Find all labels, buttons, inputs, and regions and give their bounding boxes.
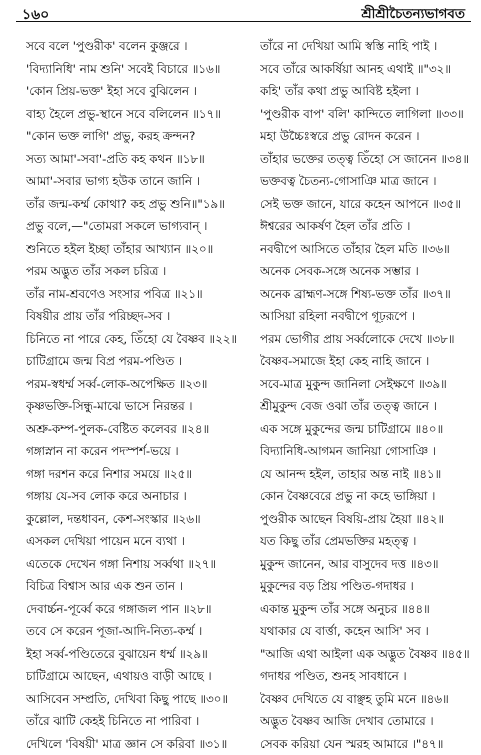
verse-line: একান্ত মুকুন্দ তাঁর সঙ্গে অনুচর ॥৪৪॥ (260, 598, 472, 621)
verse-line: দেখিলে 'বিষয়ী' মাত্র জ্ঞান সে করিবা ॥৩১॥ (26, 733, 242, 755)
verse-line: ইহা সর্ব্ব-পণ্ডিতেরে বুঝায়েন ধর্ম্ম ॥২৯॥ (26, 643, 242, 666)
verse-line: অনেক সেবক-সঙ্গে অনেক সম্ভার । (260, 260, 472, 283)
verse-line: দেবার্চ্চন-পূর্ব্বে করে গঙ্গাজল পান ॥২৮॥ (26, 598, 242, 621)
verse-line: তাঁরে ঝাটি কেহই চিনিতে না পারিবা । (26, 710, 242, 733)
verse-line: মহা উচ্চৈঃস্বরে প্রভু রোদন করেন । (260, 125, 472, 148)
verse-line: আসিয়া রহিলা নবদ্বীপে গূঢ়রূপে । (260, 305, 472, 328)
verse-line: গঙ্গাস্নান না করেন পদস্পর্শ-ভয়ে । (26, 440, 242, 463)
verse-line: এসকল দেখিয়া পায়েন মনে ব্যথা । (26, 530, 242, 553)
verse-line: চাটিগ্রামে জন্ম বিপ্র পরম-পণ্ডিত । (26, 350, 242, 373)
verse-line: চাটিগ্রামে আছেন, এথায়ও বাড়ী আছে । (26, 665, 242, 688)
verse-line: 'বিদ্যানিধি' নাম শুনি' সবেই বিচারে ॥১৬॥ (26, 58, 242, 81)
verse-line: অনেক ব্রাহ্মণ-সঙ্গে শিষ্য-ভক্ত তাঁর ॥৩৭॥ (260, 283, 472, 306)
verse-line: কহি' তাঁর কথা প্রভু আবিষ্ট হইলা । (260, 80, 472, 103)
verse-line: ঈশ্বরের আকর্ষণ হৈল তাঁর প্রতি । (260, 215, 472, 238)
verse-line: নবদ্বীপে আসিতে তাঁহার হৈল মতি ॥৩৬॥ (260, 238, 472, 261)
verse-line: তাঁর জন্ম-কর্ম্ম কোথা? কহ প্রভু শুনি॥"১৯॥ (26, 193, 242, 216)
verse-line: সেই ভক্ত জানে, যারে কহেন আপনে ॥৩৫॥ (260, 193, 472, 216)
verse-line: অদ্ভুত বৈষ্ণব আজি দেখাব তোমারে । (260, 710, 472, 733)
verse-line: কুল্লোল, দন্তধাবন, কেশ-সংস্কার ॥২৬॥ (26, 508, 242, 531)
verse-line: প্রভু বলে,—"তোমরা সকলে ভাগ্যবান্ । (26, 215, 242, 238)
verse-line: বিচিত্র বিশ্বাস আর এক শুন তান । (26, 575, 242, 598)
verse-line: তবে সে করেন পূজা-আদি-নিত্য-কর্ম্ম । (26, 620, 242, 643)
verse-line: শ্রীমুকুন্দ বেজ ওঝা তাঁর তত্ত্ব জানে । (260, 395, 472, 418)
verse-line: অশ্রু-কম্প-পুলক-বেষ্টিত কলেবর ॥২৪॥ (26, 418, 242, 441)
verse-line: ভক্তবত্ব চৈতন্য-গোসাঞি মাত্র জানে । (260, 170, 472, 193)
verse-line: তাঁহার ভক্তের তত্ত্ব তিঁহো সে জানেন ॥৩৪॥ (260, 148, 472, 171)
verse-line: শুনিতে হইল ইচ্ছা তাঁহার আখ্যান ॥২০॥ (26, 238, 242, 261)
verse-line: কোন বৈষ্ণবেরে প্রভু না কহে ভাঙ্গিয়া । (260, 485, 472, 508)
verse-line: গদাধর পণ্ডিত, শুনহ সাবধানে । (260, 665, 472, 688)
verse-line: পরম ভোগীর প্রায় সর্ব্বলোকে দেখে ॥৩৮॥ (260, 328, 472, 351)
left-column (26, 35, 242, 755)
verse-line: কৃষ্ণভক্তি-সিন্ধু-মাঝে ভাসে নিরন্তর । (26, 395, 242, 418)
verse-line: বিষয়ীর প্রায় তাঁর পরিচ্ছদ-সব । (26, 305, 242, 328)
verse-line: সবে তাঁরে আকর্ষিয়া আনহ এথাই ॥"৩২॥ (260, 58, 472, 81)
verse-line: 'কোন প্রিয়-ভক্ত' ইহা সবে বুঝিলেন । (26, 80, 242, 103)
verse-line: গঙ্গায় যে-সব লোক করে অনাচার । (26, 485, 242, 508)
page-number: ১৬০ (22, 3, 49, 27)
page-header (0, 0, 481, 22)
verse-line: এতেকে দেখেন গঙ্গা নিশায় সর্ব্বথা ॥২৭॥ (26, 553, 242, 576)
verse-line: তাঁরে না দেখিয়া আমি স্বস্তি নাহি পাই । (260, 35, 472, 58)
verse-line: যত কিছু তাঁর প্রেমভক্তির মহত্ত্ব । (260, 530, 472, 553)
verse-line: সেবক করিয়া যেন স্মরহ আমারে ।"৪৭॥ (260, 733, 472, 755)
verse-line: বৈষ্ণব দেখিতে যে বাঞ্ছহ তুমি মনে ॥৪৬॥ (260, 688, 472, 711)
right-column (260, 35, 472, 755)
verse-line: 'পুণ্ডরীক বাপ' বলি' কান্দিতে লাগিলা ॥৩৩॥ (260, 103, 472, 126)
running-title: শ্রীশ্রীচৈতন্যভাগবত (361, 3, 465, 26)
verse-line: চিনিতে না পারে কেহ, তিঁহো যে বৈষ্ণব ॥২২॥ (26, 328, 242, 351)
verse-line: "আজি এথা আইলা এক অদ্ভুত বৈষ্ণব ॥৪৫॥ (260, 643, 472, 666)
verse-line: সবে বলে 'পুণ্ডরীক' বলেন কুঞ্জরে । (26, 35, 242, 58)
verse-line: যথাকার যে বার্ত্তা, কহেন আসি' সব । (260, 620, 472, 643)
header-rule (16, 21, 471, 22)
verse-line: "কোন ভক্ত লাগি' প্রভু, করহ ক্রন্দন? (26, 125, 242, 148)
verse-line: মুকুন্দের বড় প্রিয় পণ্ডিত-গদাধর । (260, 575, 472, 598)
verse-line: গঙ্গা দরশন করে নিশার সময়ে ॥২৫॥ (26, 463, 242, 486)
verse-line: পরম অদ্ভুত তাঁর সকল চরিত্র । (26, 260, 242, 283)
verse-line: এক সঙ্গে মুকুন্দের জন্ম চাটিগ্রামে ॥৪০॥ (260, 418, 472, 441)
verse-line: পরম-স্বধর্ম্ম সর্ব্ব-লোক-অপেক্ষিত ॥২৩॥ (26, 373, 242, 396)
verse-line: আমা'-সবার ভাগ্য হউক তানে জানি । (26, 170, 242, 193)
verse-line: সত্য আমা'-সবা'-প্রতি কহ কথন ॥১৮॥ (26, 148, 242, 171)
verse-line: বিদ্যানিধি-আগমন জানিয়া গোসাঞি । (260, 440, 472, 463)
verse-line: তাঁর নাম-শ্রবণেও সংসার পবিত্র ॥২১॥ (26, 283, 242, 306)
verse-line: বাহ্য হৈলে প্রভু-স্থানে সবে বলিলেন ॥১৭॥ (26, 103, 242, 126)
verse-line: পুণ্ডরীক আছেন বিষয়ি-প্রায় হৈয়া ॥৪২॥ (260, 508, 472, 531)
verse-line: সবে-মাত্র মুকুন্দ জানিলা সেইক্ষণে ॥৩৯॥ (260, 373, 472, 396)
verse-line: মুকুন্দ জানেন, আর বাসুদেব দত্ত ॥৪৩॥ (260, 553, 472, 576)
verse-line: আসিবেন সম্প্রতি, দেখিবা কিছু পাছে ॥৩০॥ (26, 688, 242, 711)
verse-line: বৈষ্ণব-সমাজে ইহা কেহ নাহি জানে । (260, 350, 472, 373)
verse-line: যে আনন্দ হইল, তাহার অন্ত নাই ॥৪১॥ (260, 463, 472, 486)
